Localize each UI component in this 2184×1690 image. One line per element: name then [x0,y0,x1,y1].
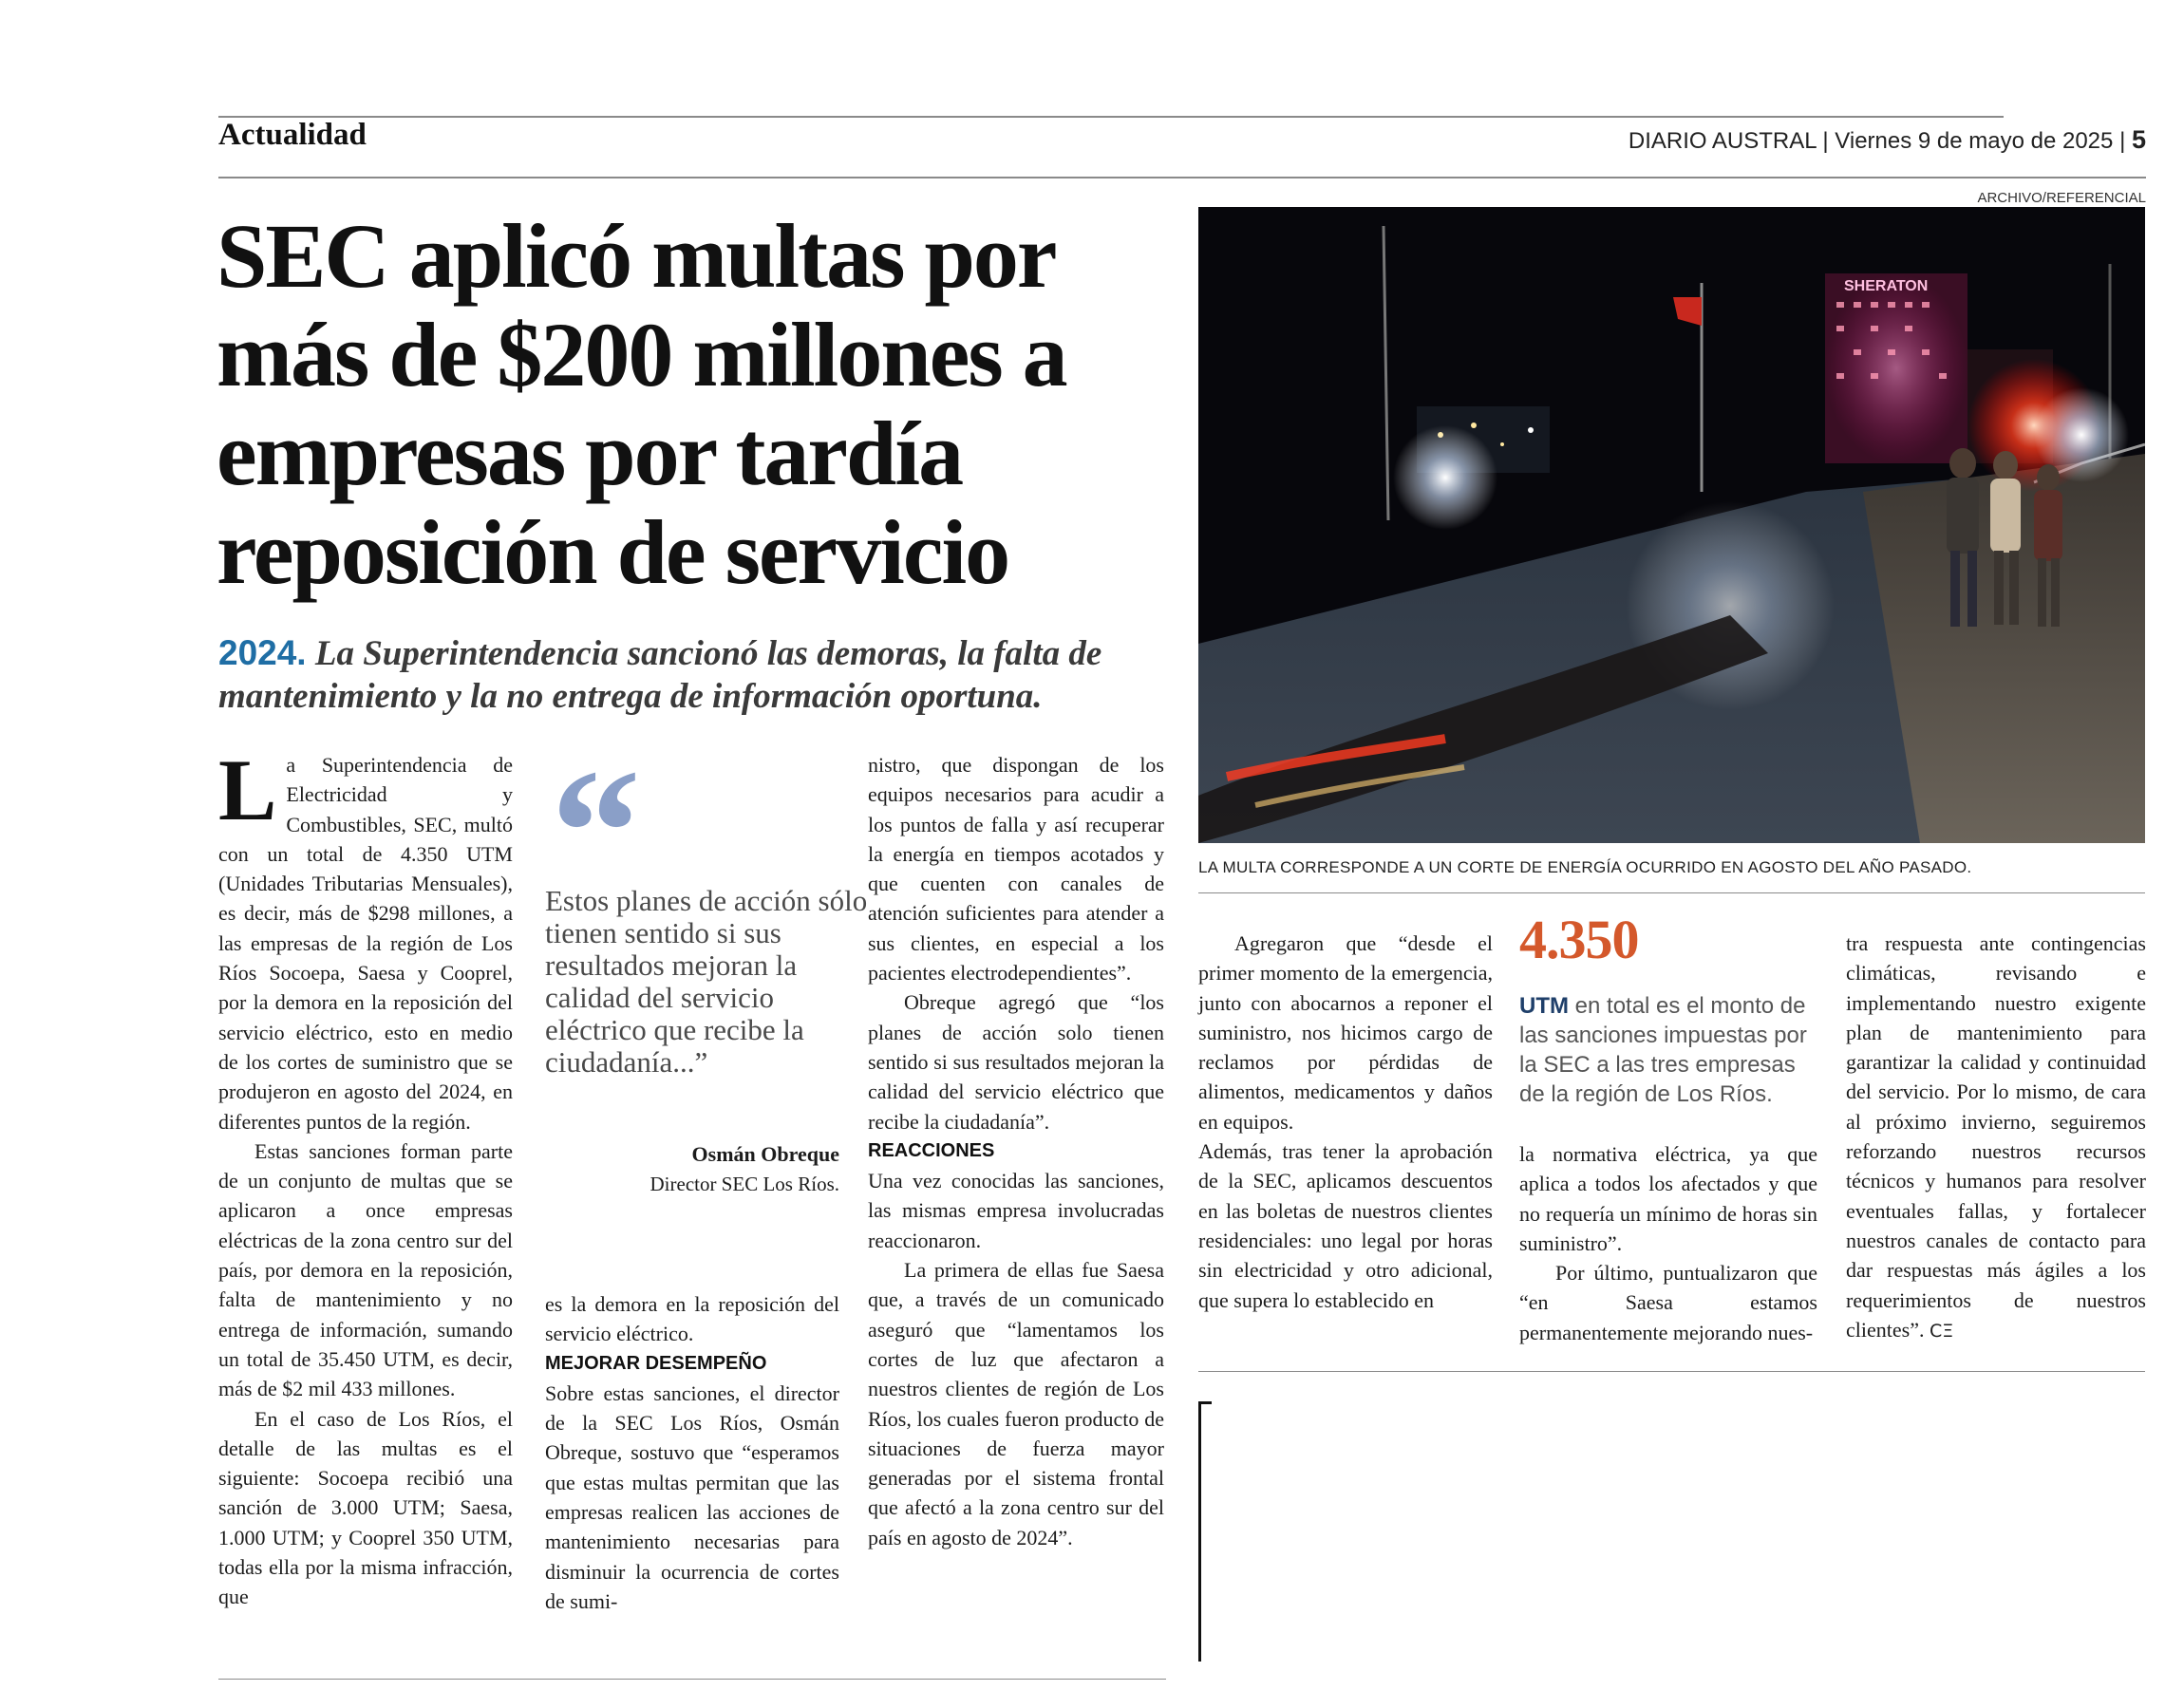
body-column-2 [545,1289,839,1616]
paragraph: Sobre estas sanciones, el director de la SEC Los Ríos, Osmán Obreque, sostuvo que “esperamos que estas multas permitan que las empresas realicen las acciones de mantenimiento necesarias para disminuir la ocurrencia de cortes de sumi- [545,1380,839,1613]
lead-paragraph [218,742,513,1136]
paragraph-text: a Superintendencia de Electricidad y Combustibles, SEC, multó con un total de 4.350 UTM (Unidades Tributarias Mensuales), es decir, más de $298 millones, a las empresas de la región de Los Ríos Socoepa, Saesa y Cooprel, por la demora en la reposición del servicio eléctrico, esto en medio de los cortes de suministro que se produjeron en agosto del 2024, en diferentes puntos de la región. [218,753,513,1134]
body-column-4 [1198,929,1493,1315]
body-column-5 [1519,1139,1817,1347]
quote-mark-icon: “ [551,733,641,932]
body-column-6 [1846,929,2146,1346]
bottom-rule [218,1679,1166,1680]
caption-rule [1198,892,2145,893]
paragraph: la normativa eléctrica, ya que aplica a todos los afectados y que no requería un mínimo de horas sin suministro”. [1519,1142,1817,1255]
hotel-sign: SHERATON [1844,278,1929,294]
subhead [218,631,1168,718]
header-rule [218,177,2146,178]
publication-name: DIARIO AUSTRAL [1628,128,1817,154]
top-rule [218,116,2004,118]
paragraph: Estas sanciones forman parte de un conjunto de multas que se aplicaron a once empresas eléctricas de la zona centro sur del país, por demora en la reposición, falta de mantenimiento y no entrega de información, sumando un total de 35.450 UTM, es decir, más de $2 mil 433 millones. [218,1138,513,1401]
stat-description [1519,991,1823,1109]
article-photo [1198,207,2145,843]
quote-author-role: Director SEC Los Ríos. [650,1173,839,1195]
subhead-tag: 2024. [218,633,307,672]
issue-date: Viernes 9 de mayo de 2025 [1835,128,2114,154]
stat-unit: UTM [1519,993,1569,1019]
paragraph: La primera de ellas fue Saesa que, a través de un comunicado aseguró que “lamentamos los cortes de luz que afectaron a nuestros clientes de región de Los Ríos, los cuales fueron producto de situaciones de fuerza mayor generadas por el sistema frontal que afectó a la zona centro sur del país en agosto de 2024”. [868,1258,1164,1549]
next-article-bracket [1198,1401,1201,1662]
subhead-text: La Superintendencia sancionó las demoras, la falta de mantenimiento y la no entrega de información oportuna. [218,634,1102,716]
masthead-info [1629,125,2146,155]
quote-author: Osmán Obreque [691,1142,839,1166]
right-block-rule [1198,1371,2145,1372]
subsection-title: REACCIONES [868,1139,995,1161]
body-column-1 [218,742,513,1612]
paragraph: Por último, puntualizaron que “en Saesa estamos permanentemente mejorando nues- [1519,1261,1817,1344]
night-bridge-illustration [1198,207,2145,843]
separator: | [1822,128,1836,154]
paragraph: Obreque agregó que “los planes de acción solo tienen sentido si sus resultados mejoran la calidad del servicio eléctrico que recibe la ciudadanía”. [868,990,1164,1134]
stat-number: 4.350 [1519,909,1639,970]
photo-credit: ARCHIVO/REFERENCIAL [1977,190,2146,206]
separator: | [2119,128,2132,154]
body-column-3 [868,750,1164,1552]
paragraph: Agregaron que “desde el primer momento de la emergencia, junto con abocarnos a reponer el suministro, nos hicimos cargo de reclamos por pérdidas de alimentos, medicamentos y daños en equipos. [1198,931,1493,1134]
page-number: 5 [2131,125,2146,154]
paragraph: nistro, que dispongan de los equipos necesarios para acudir a los puntos de falla y así recuperar la energía en tiempos acotados y que cuenten con canales de atención suficientes para atender a sus clientes, en especial a los pacientes electrodependientes”. [868,753,1164,986]
pull-quote: Estos planes de acción sólo tienen sentido si sus resultados mejoran la calidad del servicio eléctrico que recibe la ciudadanía...” [545,884,868,1079]
paragraph-text: tra respuesta ante contingencias climáticas, revisando e implementando nuestro exigente plan de mantenimiento para garantizar la calidad y continuidad del servicio. Por lo mismo, de cara al próximo invierno, seguiremos reforzando nuestros recursos técnicos y humanos para resolver eventuales fallas, y fortalecer nuestros canales de contacto para dar respuestas más ágiles a los requerimientos de nuestros clientes”. [1846,931,2146,1342]
end-mark-icon: CΞ [1929,1320,1954,1342]
paragraph: En el caso de Los Ríos, el detalle de las multas es el siguiente: Socoepa recibió una sanción de 3.000 UTM; Saesa, 1.000 UTM; y Cooprel 350 UTM, todas ella por la misma infracción, que [218,1406,513,1609]
paragraph: Una vez conocidas las sanciones, las mismas empresa involucradas reaccionaron. [868,1169,1164,1252]
photo-caption: LA MULTA CORRESPONDE A UN CORTE DE ENERGÍA OCURRIDO EN AGOSTO DEL AÑO PASADO. [1198,858,1972,876]
subsection-title: MEJORAR DESEMPEÑO [545,1352,767,1374]
paragraph: Además, tras tener la aprobación de la SEC, aplicamos descuentos en las boletas de nuestros clientes residenciales: uno legal por horas sin electricidad y otro adicional, que supera lo establecido en [1198,1139,1493,1312]
paragraph [1846,929,2146,1346]
next-article-bracket-top [1198,1401,1212,1404]
headline: SEC aplicó multas por más de $200 millones a empresas por tardía reposición de servicio [217,205,1066,603]
section-label: Actualidad [218,118,367,152]
stat-text: en total es el monto de las sanciones impuestas por la SEC a las tres empresas de la región de Los Ríos. [1519,993,1807,1107]
drop-cap: L [218,742,277,838]
paragraph: es la demora en la reposición del servicio eléctrico. [545,1292,839,1346]
